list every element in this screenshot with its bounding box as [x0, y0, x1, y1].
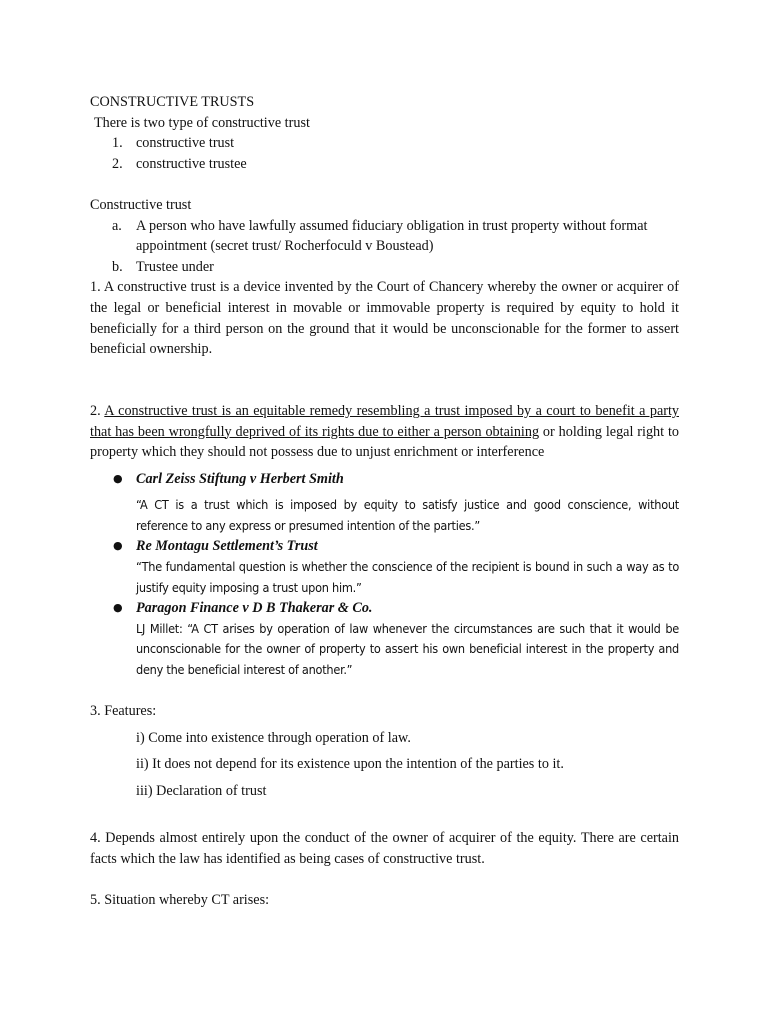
case-quote: “A CT is a trust which is imposed by equity to satisfy justice and good conscience, without reference to any express or presumed intention of the parties.”: [136, 497, 679, 533]
list-marker: a.: [112, 217, 122, 234]
list-marker: 1.: [112, 135, 123, 152]
list-item-text: constructive trustee: [136, 155, 247, 172]
paragraph-2-underlined: A constructive trust is an equitable remedy resembling a trust imposed by a court to benefit a party that has been wrongfully deprived of its rights due to either a person obtaining: [90, 402, 679, 440]
list-item-text: A person who have lawfully assumed fiduciary obligation in trust property without format appointment (secret trust/ Rocherfoculd v Boustead): [136, 217, 648, 255]
paragraph-2: [90, 401, 679, 463]
feature-item: ii) It does not depend for its existence upon the intention of the parties to it.: [136, 756, 564, 773]
bullet-icon: ●: [113, 471, 123, 485]
bullet-icon: ●: [113, 539, 123, 553]
list-marker: b.: [112, 258, 123, 275]
paragraph-2-prefix: 2.: [90, 402, 105, 419]
paragraph-2-rest: or holding legal right to property which they should not possess due to unjust enrichment or interference: [90, 423, 679, 461]
ct-list: [90, 216, 679, 278]
list-item-text: Trustee under: [136, 258, 214, 275]
case-item: [90, 536, 679, 598]
paragraph-4: 4. Depends almost entirely upon the conduct of the owner of acquirer of the equity. There are certain facts which the law has identified as being cases of constructive trust.: [90, 830, 679, 867]
case-name: Carl Zeiss Stiftung v Herbert Smith: [136, 470, 344, 487]
case-quote: LJ Millet: “A CT arises by operation of law whenever the circumstances are such that it would be unconscionable for the owner of property to assert his own beneficial interest in the property and deny the beneficial interest of another.”: [136, 620, 679, 678]
feature-item: iii) Declaration of trust: [136, 783, 267, 799]
case-item: [90, 598, 679, 680]
document-title: CONSTRUCTIVE TRUSTS: [90, 94, 255, 110]
cases-list: [90, 469, 679, 681]
features-heading: 3. Features:: [90, 703, 157, 720]
types-list-item: [90, 154, 679, 175]
document-page: [90, 92, 679, 911]
case-name: Re Montagu Settlement’s Trust: [136, 538, 318, 555]
paragraph-1: 1. A constructive trust is a device invented by the Court of Chancery whereby the owner or acquirer of the legal or beneficial interest in movable or immovable property is required by equity to hold it beneficially for a third person on the ground that it would be unconscionable for the former to assert beneficial ownership.: [90, 279, 679, 358]
list-item-text: constructive trust: [136, 135, 235, 152]
bullet-icon: ●: [113, 601, 123, 615]
feature-item: i) Come into existence through operation of law.: [136, 729, 411, 746]
types-list: [90, 133, 679, 174]
types-list-item: [90, 133, 679, 154]
case-name: Paragon Finance v D B Thakerar & Co.: [136, 600, 373, 617]
case-item: [90, 469, 679, 537]
case-quote: “The fundamental question is whether the conscience of the recipient is bound in such a way as to justify equity imposing a trust upon him.”: [136, 559, 679, 595]
ct-list-item: [90, 216, 679, 257]
ct-heading: Constructive trust: [90, 196, 192, 213]
list-marker: 2.: [112, 155, 123, 172]
paragraph-5: 5. Situation whereby CT arises:: [90, 891, 270, 908]
intro-line: There is two type of constructive trust: [94, 114, 310, 131]
ct-list-item: [90, 257, 679, 278]
